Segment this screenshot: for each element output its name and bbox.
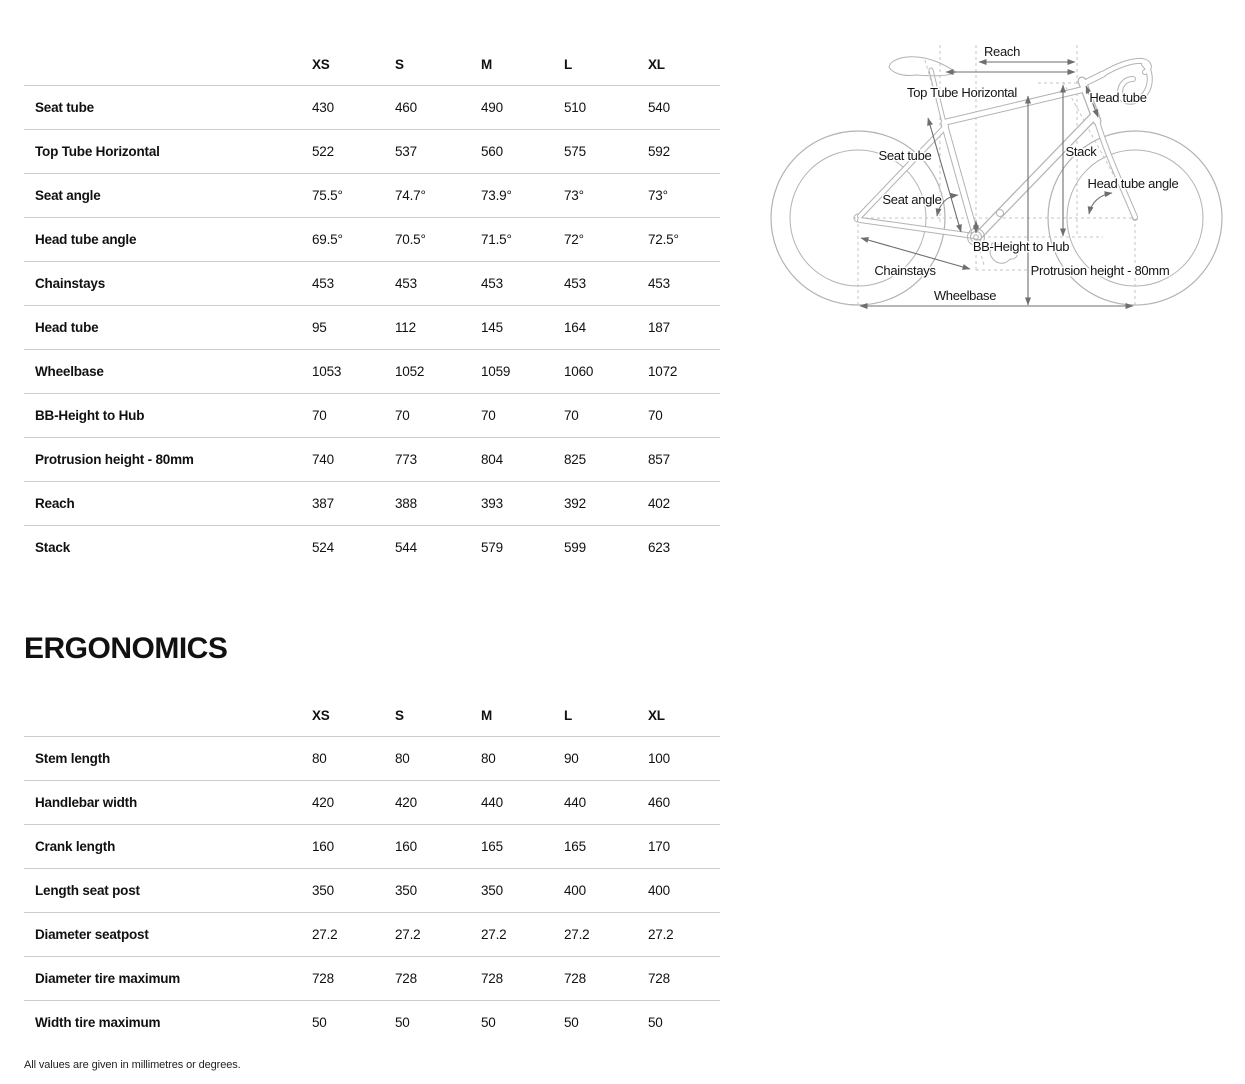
diagram-label-bb-height-to-hub: BB-Height to Hub bbox=[972, 239, 1070, 254]
table-row bbox=[24, 824, 720, 868]
cell-value: 400 bbox=[564, 883, 586, 898]
cell-value: 1060 bbox=[564, 364, 594, 379]
cell-value: 69.5° bbox=[312, 232, 343, 247]
table-row bbox=[24, 129, 720, 173]
cell-value: 804 bbox=[481, 452, 503, 467]
diagram-label-seat-tube: Seat tube bbox=[878, 148, 932, 163]
cell-value: 728 bbox=[312, 971, 334, 986]
cell-value: 112 bbox=[395, 320, 416, 335]
table-row bbox=[24, 780, 720, 824]
cell-value: 1072 bbox=[648, 364, 678, 379]
cell-value: 522 bbox=[312, 144, 334, 159]
cell-value: 392 bbox=[564, 496, 586, 511]
table-header-row bbox=[24, 43, 720, 85]
cell-value: 592 bbox=[648, 144, 670, 159]
cell-value: 453 bbox=[312, 276, 334, 291]
cell-value: 350 bbox=[481, 883, 503, 898]
cell-value: 599 bbox=[564, 540, 586, 555]
row-label: Stem length bbox=[35, 751, 111, 766]
row-label: Reach bbox=[35, 496, 75, 511]
cell-value: 728 bbox=[481, 971, 503, 986]
diagram-label-chainstays: Chainstays bbox=[874, 263, 936, 278]
bike-geometry-diagram bbox=[770, 10, 1245, 325]
cell-value: 95 bbox=[312, 320, 327, 335]
table-row bbox=[24, 85, 720, 129]
saddle bbox=[889, 57, 956, 76]
cell-value: 402 bbox=[648, 496, 670, 511]
cell-value: 187 bbox=[648, 320, 670, 335]
diagram-label-wheelbase: Wheelbase bbox=[933, 288, 997, 303]
cell-value: 27.2 bbox=[395, 927, 421, 942]
column-header-xs: XS bbox=[312, 707, 330, 723]
cell-value: 70 bbox=[564, 408, 579, 423]
cell-value: 453 bbox=[648, 276, 670, 291]
diagram-label-reach: Reach bbox=[983, 44, 1021, 59]
table-row bbox=[24, 393, 720, 437]
cell-value: 430 bbox=[312, 100, 334, 115]
cell-value: 50 bbox=[564, 1015, 579, 1030]
cell-value: 1052 bbox=[395, 364, 425, 379]
column-header-s: S bbox=[395, 707, 404, 723]
cell-value: 420 bbox=[312, 795, 334, 810]
cell-value: 387 bbox=[312, 496, 334, 511]
row-label: Stack bbox=[35, 540, 71, 555]
row-label: Crank length bbox=[35, 839, 116, 854]
row-label: BB-Height to Hub bbox=[35, 408, 145, 423]
cell-value: 165 bbox=[564, 839, 586, 854]
cell-value: 165 bbox=[481, 839, 503, 854]
cell-value: 100 bbox=[648, 751, 670, 766]
cell-value: 740 bbox=[312, 452, 334, 467]
cell-value: 560 bbox=[481, 144, 503, 159]
cell-value: 393 bbox=[481, 496, 503, 511]
cell-value: 70 bbox=[481, 408, 496, 423]
cell-value: 350 bbox=[395, 883, 417, 898]
cell-value: 27.2 bbox=[564, 927, 590, 942]
column-header-m: M bbox=[481, 707, 493, 723]
table-row bbox=[24, 736, 720, 780]
cell-value: 50 bbox=[395, 1015, 410, 1030]
cell-value: 1053 bbox=[312, 364, 342, 379]
cell-value: 50 bbox=[312, 1015, 327, 1030]
ergonomics-heading: ERGONOMICS bbox=[24, 632, 228, 665]
cell-value: 350 bbox=[312, 883, 334, 898]
table-row bbox=[24, 525, 720, 569]
cell-value: 453 bbox=[395, 276, 417, 291]
row-label: Length seat post bbox=[35, 883, 140, 898]
table-row bbox=[24, 173, 720, 217]
cell-value: 490 bbox=[481, 100, 503, 115]
diagram-label-protrusion-height: Protrusion height - 80mm bbox=[1030, 263, 1170, 278]
cell-value: 575 bbox=[564, 144, 586, 159]
cell-value: 70.5° bbox=[395, 232, 426, 247]
table-row bbox=[24, 349, 720, 393]
cell-value: 400 bbox=[648, 883, 670, 898]
cell-value: 72° bbox=[564, 232, 584, 247]
cell-value: 73.9° bbox=[481, 188, 512, 203]
column-header-xl: XL bbox=[648, 707, 665, 723]
cell-value: 460 bbox=[395, 100, 417, 115]
table-row bbox=[24, 217, 720, 261]
cell-value: 72.5° bbox=[648, 232, 679, 247]
cell-value: 80 bbox=[395, 751, 410, 766]
row-label: Chainstays bbox=[35, 276, 106, 291]
cell-value: 623 bbox=[648, 540, 670, 555]
row-label: Handlebar width bbox=[35, 795, 138, 810]
cell-value: 90 bbox=[564, 751, 579, 766]
column-header-m: M bbox=[481, 56, 493, 72]
cell-value: 71.5° bbox=[481, 232, 512, 247]
table-row bbox=[24, 481, 720, 525]
cell-value: 50 bbox=[648, 1015, 663, 1030]
cell-value: 1059 bbox=[481, 364, 511, 379]
cell-value: 164 bbox=[564, 320, 586, 335]
table-row bbox=[24, 305, 720, 349]
geometry-table bbox=[24, 43, 720, 569]
cell-value: 453 bbox=[564, 276, 586, 291]
cell-value: 460 bbox=[648, 795, 670, 810]
table-row bbox=[24, 956, 720, 1000]
cell-value: 27.2 bbox=[481, 927, 507, 942]
cell-value: 73° bbox=[648, 188, 668, 203]
cell-value: 420 bbox=[395, 795, 417, 810]
table-row bbox=[24, 261, 720, 305]
cell-value: 773 bbox=[395, 452, 417, 467]
cell-value: 579 bbox=[481, 540, 503, 555]
cell-value: 728 bbox=[648, 971, 670, 986]
cell-value: 73° bbox=[564, 188, 584, 203]
row-label: Top Tube Horizontal bbox=[35, 144, 160, 159]
diagram-label-top-tube-horizontal: Top Tube Horizontal bbox=[907, 85, 1017, 100]
column-header-s: S bbox=[395, 56, 404, 72]
cell-value: 70 bbox=[312, 408, 327, 423]
row-label: Diameter seatpost bbox=[35, 927, 149, 942]
table-row bbox=[24, 868, 720, 912]
column-header-xl: XL bbox=[648, 56, 665, 72]
cell-value: 728 bbox=[564, 971, 586, 986]
row-label: Seat tube bbox=[35, 100, 94, 115]
footnote: All values are given in millimetres or degrees. bbox=[24, 1059, 241, 1071]
diagram-label-stack: Stack bbox=[1065, 144, 1097, 159]
cell-value: 540 bbox=[648, 100, 670, 115]
diagram-label-seat-angle: Seat angle bbox=[882, 192, 942, 207]
cell-value: 170 bbox=[648, 839, 670, 854]
cell-value: 160 bbox=[312, 839, 334, 854]
ergonomics-table bbox=[24, 694, 720, 1044]
row-label: Width tire maximum bbox=[35, 1015, 161, 1030]
column-header-l: L bbox=[564, 707, 573, 723]
row-label: Diameter tire maximum bbox=[35, 971, 181, 986]
table-row bbox=[24, 1000, 720, 1044]
diagram-label-head-tube-angle: Head tube angle bbox=[1087, 176, 1179, 191]
cell-value: 160 bbox=[395, 839, 417, 854]
row-label: Protrusion height - 80mm bbox=[35, 452, 194, 467]
column-header-l: L bbox=[564, 56, 573, 72]
row-label: Wheelbase bbox=[35, 364, 104, 379]
cell-value: 825 bbox=[564, 452, 586, 467]
cell-value: 80 bbox=[481, 751, 496, 766]
cell-value: 857 bbox=[648, 452, 670, 467]
cell-value: 50 bbox=[481, 1015, 496, 1030]
cell-value: 27.2 bbox=[648, 927, 674, 942]
cell-value: 510 bbox=[564, 100, 586, 115]
cell-value: 70 bbox=[648, 408, 663, 423]
cell-value: 388 bbox=[395, 496, 417, 511]
table-header-row bbox=[24, 694, 720, 736]
cell-value: 453 bbox=[481, 276, 503, 291]
row-label: Seat angle bbox=[35, 188, 101, 203]
table-row bbox=[24, 912, 720, 956]
cell-value: 75.5° bbox=[312, 188, 343, 203]
cell-value: 80 bbox=[312, 751, 327, 766]
cell-value: 145 bbox=[481, 320, 503, 335]
row-label: Head tube angle bbox=[35, 232, 137, 247]
diagram-label-head-tube: Head tube bbox=[1089, 90, 1147, 105]
cell-value: 27.2 bbox=[312, 927, 338, 942]
cell-value: 728 bbox=[395, 971, 417, 986]
cell-value: 544 bbox=[395, 540, 417, 555]
cell-value: 537 bbox=[395, 144, 417, 159]
cell-value: 74.7° bbox=[395, 188, 426, 203]
table-row bbox=[24, 437, 720, 481]
cell-value: 440 bbox=[564, 795, 586, 810]
cell-value: 524 bbox=[312, 540, 334, 555]
column-header-xs: XS bbox=[312, 56, 330, 72]
cell-value: 70 bbox=[395, 408, 410, 423]
cell-value: 440 bbox=[481, 795, 503, 810]
row-label: Head tube bbox=[35, 320, 99, 335]
